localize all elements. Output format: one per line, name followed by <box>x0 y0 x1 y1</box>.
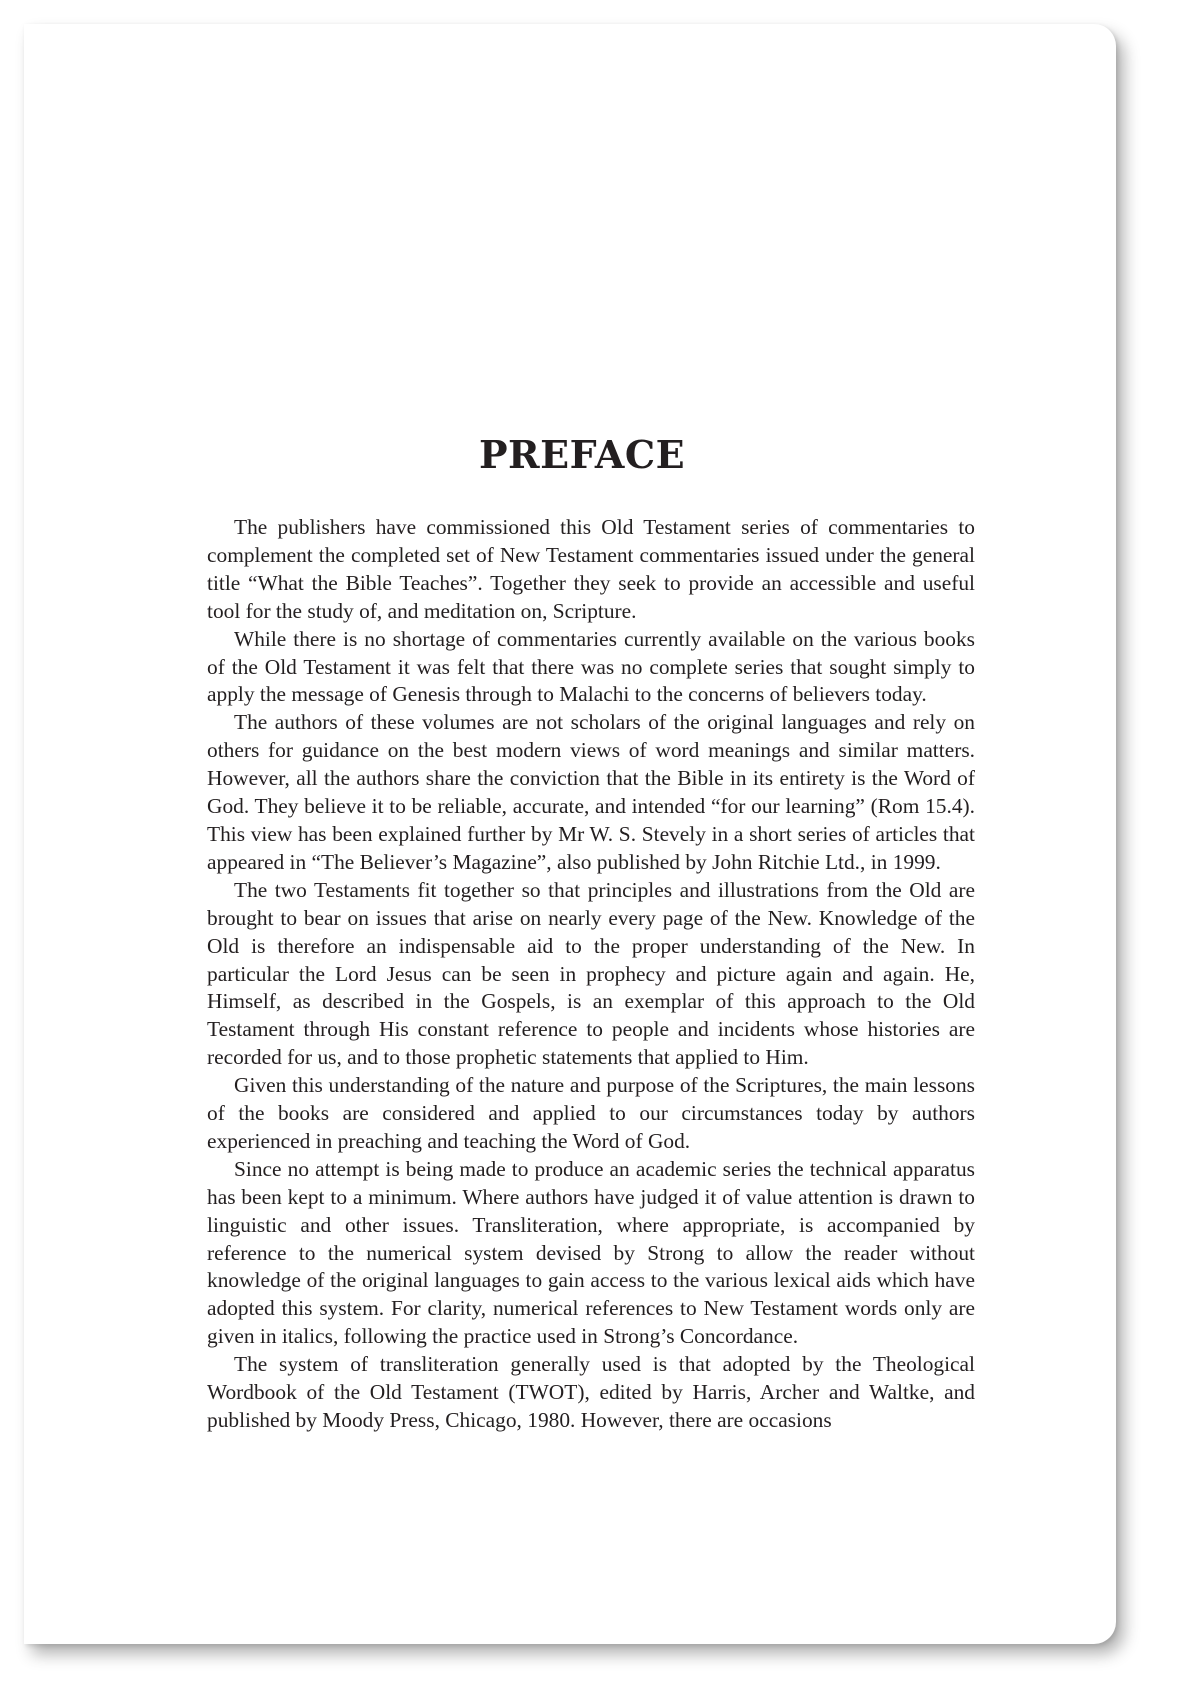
paragraph: The publishers have commissioned this Old Testament series of commentaries to complement the completed set of New Testament commentaries issued under the general title “What the Bible Teaches”. Together they seek to provide an accessible and useful tool for the study of, and meditation on, Scripture. <box>207 515 975 623</box>
preface-body <box>207 514 975 1435</box>
paragraph: The two Testaments fit together so that principles and illustrations from the Old are brought to bear on issues that arise on nearly every page of the New. Knowledge of the Old is therefore an indispensable aid to the proper understanding of the New. In particular the Lord Jesus can be seen in prophecy and picture again and again. He, Himself, as described in the Gospels, is an exemplar of this approach to the Old Testament through His constant reference to people and incidents whose histories are recorded for us, and to those prophetic statements that applied to Him. <box>207 877 975 1070</box>
paragraph: While there is no shortage of commentaries currently available on the various books of the Old Testament it was felt that there was no complete series that sought simply to apply the message of Genesis through to Malachi to the concerns of believers today. <box>207 626 975 707</box>
paragraph: Given this understanding of the nature and purpose of the Scriptures, the main lessons of the books are considered and applied to our circumstances today by authors experienced in preaching and teaching the Word of God. <box>207 1073 975 1153</box>
book-page <box>24 24 1116 1644</box>
page-title: PREFACE <box>478 432 686 477</box>
paragraph: The system of transliteration generally used is that adopted by the Theological Wordbook of the Old Testament (TWOT), edited by Harris, Archer and Waltke, and published by Moody Press, Chicago, 1980. However, there are occasions <box>207 1352 975 1432</box>
paragraph: The authors of these volumes are not scholars of the original languages and rely on others for guidance on the best modern views of word meanings and similar matters. However, all the authors share the conviction that the Bible in its entirety is the Word of God. They believe it to be reliable, accurate, and intended “for our learning” (Rom 15.4). This view has been explained further by Mr W. S. Stevely in a short series of articles that appeared in “The Believer’s Magazine”, also published by John Ritchie Ltd., in 1999. <box>207 710 975 874</box>
paragraph: Since no attempt is being made to produce an academic series the technical apparatus has been kept to a minimum. Where authors have judged it of value attention is drawn to linguistic and other issues. Transliteration, where appropriate, is accompanied by reference to the numerical system devised by Strong to allow the reader without knowledge of the original languages to gain access to the various lexical aids which have adopted this system. For clarity, numerical references to New Testament words only are given in italics, following the practice used in Strong’s Concordance. <box>207 1156 975 1349</box>
